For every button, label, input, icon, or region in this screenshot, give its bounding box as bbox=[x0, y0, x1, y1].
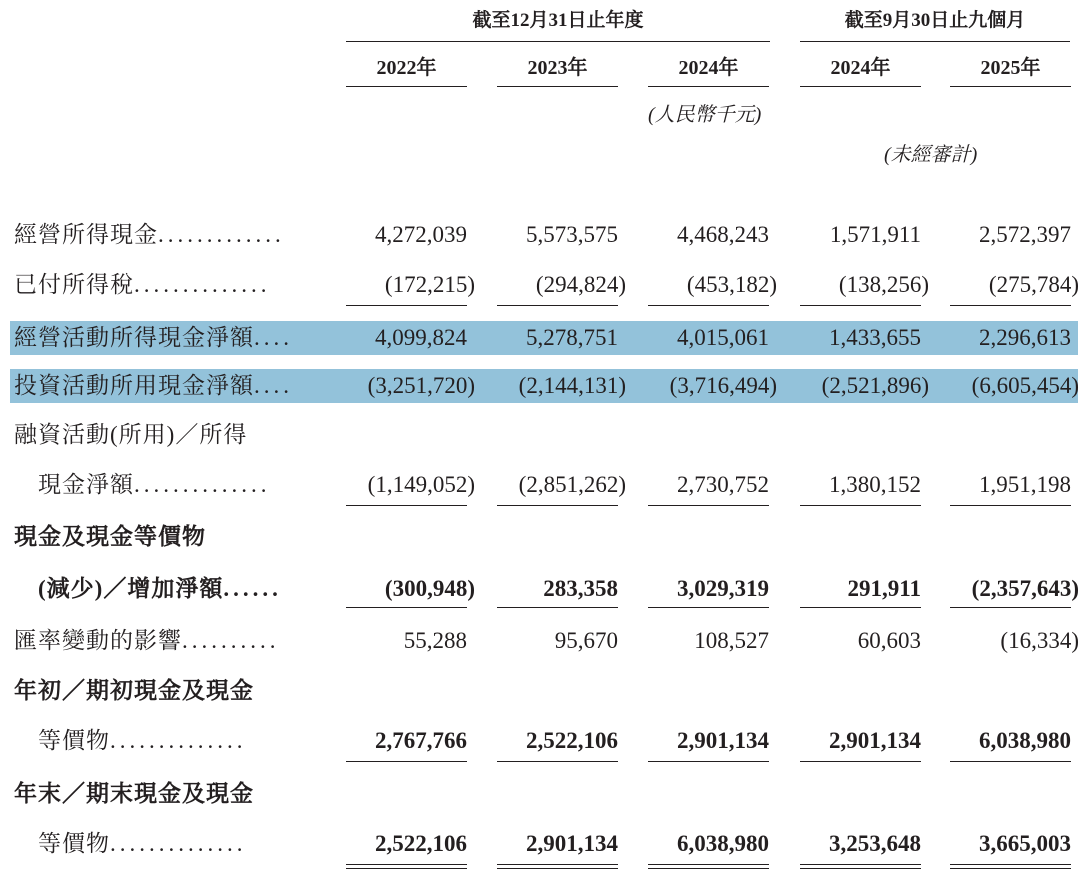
value-cell: 4,272,039 bbox=[375, 222, 467, 247]
subtotal-rule bbox=[346, 505, 467, 506]
group-rule-fiscal-year bbox=[346, 41, 770, 42]
total-double-rule bbox=[950, 864, 1071, 869]
value-cell: 2,767,766 bbox=[375, 728, 467, 753]
value-cell: 108,527 bbox=[694, 628, 769, 653]
subtotal-rule bbox=[800, 505, 921, 506]
year-rule bbox=[648, 86, 769, 87]
year-header-2022: 2022年 bbox=[376, 57, 437, 79]
subtotal-rule bbox=[648, 607, 769, 608]
unaudited-note: (未經審計) bbox=[884, 144, 978, 166]
year-rule bbox=[346, 86, 467, 87]
value-cell: 2,572,397 bbox=[979, 222, 1071, 247]
row-label-fx-effect: 匯率變動的影響.......... bbox=[14, 628, 280, 653]
value-cell: 2,730,752 bbox=[677, 472, 769, 497]
value-cell: 2,296,613 bbox=[979, 325, 1071, 350]
row-label-closing-balance: 等價物.............. bbox=[38, 831, 247, 856]
row-label-opening-balance: 等價物.............. bbox=[38, 728, 247, 753]
subtotal-rule bbox=[497, 607, 618, 608]
value-cell: 291,911 bbox=[847, 576, 921, 601]
value-cell: 2,522,106 bbox=[375, 831, 467, 856]
subtotal-rule bbox=[346, 607, 467, 608]
value-cell: 3,029,319 bbox=[677, 576, 769, 601]
year-header-2025-nine-months: 2025年 bbox=[980, 57, 1041, 79]
group-rule-nine-months bbox=[800, 41, 1070, 42]
value-cell: (2,521,896) bbox=[821, 373, 929, 398]
subtotal-rule bbox=[497, 761, 618, 762]
value-cell: 55,288 bbox=[403, 628, 467, 653]
row-label-financing-net: 現金淨額.............. bbox=[38, 472, 271, 497]
subtotal-rule bbox=[648, 761, 769, 762]
value-cell: 4,468,243 bbox=[677, 222, 769, 247]
value-cell: (2,851,262) bbox=[518, 472, 626, 497]
value-cell: (16,334) bbox=[1000, 628, 1079, 653]
subtotal-rule bbox=[950, 607, 1071, 608]
value-cell: (453,182) bbox=[686, 272, 777, 297]
value-cell: (3,251,720) bbox=[367, 373, 475, 398]
value-cell: (2,357,643) bbox=[971, 576, 1079, 601]
header-group-nine-months: 截至9月30日止九個月 bbox=[844, 10, 1026, 31]
total-double-rule bbox=[346, 864, 467, 869]
subtotal-rule bbox=[800, 305, 921, 306]
value-cell: 1,571,911 bbox=[829, 222, 921, 247]
year-rule bbox=[950, 86, 1071, 87]
row-label-closing-line1: 年末／期末現金及現金 bbox=[14, 781, 254, 806]
value-cell: 6,038,980 bbox=[979, 728, 1071, 753]
value-cell: 2,901,134 bbox=[526, 831, 618, 856]
total-double-rule bbox=[648, 864, 769, 869]
row-label-net-investing-cash: 投資活動所用現金淨額.... bbox=[14, 373, 293, 398]
row-label-financing-line1: 融資活動(所用)／所得 bbox=[14, 422, 248, 447]
value-cell: (275,784) bbox=[988, 272, 1079, 297]
value-cell: 2,901,134 bbox=[677, 728, 769, 753]
value-cell: 283,358 bbox=[543, 576, 618, 601]
year-header-2024: 2024年 bbox=[678, 57, 739, 79]
value-cell: 1,380,152 bbox=[829, 472, 921, 497]
value-cell: (172,215) bbox=[384, 272, 475, 297]
subtotal-rule bbox=[950, 505, 1071, 506]
subtotal-rule bbox=[648, 305, 769, 306]
row-label-cash-from-operations: 經營所得現金............. bbox=[14, 222, 285, 247]
row-label-net-operating-cash: 經營活動所得現金淨額.... bbox=[14, 325, 293, 350]
row-label-net-change-line1: 現金及現金等價物 bbox=[14, 524, 206, 549]
row-label-net-change: (減少)／增加淨額...... bbox=[38, 576, 282, 601]
value-cell: (1,149,052) bbox=[367, 472, 475, 497]
subtotal-rule bbox=[346, 305, 467, 306]
year-rule bbox=[497, 86, 618, 87]
value-cell: 2,901,134 bbox=[829, 728, 921, 753]
value-cell: 1,951,198 bbox=[979, 472, 1071, 497]
total-double-rule bbox=[800, 864, 921, 869]
value-cell: 60,603 bbox=[857, 628, 921, 653]
year-header-2023: 2023年 bbox=[527, 57, 588, 79]
subtotal-rule bbox=[346, 761, 467, 762]
value-cell: (294,824) bbox=[535, 272, 626, 297]
value-cell: 4,099,824 bbox=[375, 325, 467, 350]
value-cell: 3,253,648 bbox=[829, 831, 921, 856]
row-label-income-tax-paid: 已付所得稅.............. bbox=[14, 272, 271, 297]
value-cell: 1,433,655 bbox=[829, 325, 921, 350]
year-rule bbox=[800, 86, 921, 87]
value-cell: 2,522,106 bbox=[526, 728, 618, 753]
value-cell: 3,665,003 bbox=[979, 831, 1071, 856]
value-cell: 5,573,575 bbox=[526, 222, 618, 247]
value-cell: (300,948) bbox=[384, 576, 475, 601]
subtotal-rule bbox=[497, 305, 618, 306]
subtotal-rule bbox=[648, 505, 769, 506]
value-cell: 95,670 bbox=[554, 628, 618, 653]
unit-note: (人民幣千元) bbox=[648, 104, 762, 126]
subtotal-rule bbox=[950, 761, 1071, 762]
total-double-rule bbox=[497, 864, 618, 869]
value-cell: 5,278,751 bbox=[526, 325, 618, 350]
value-cell: 6,038,980 bbox=[677, 831, 769, 856]
subtotal-rule bbox=[800, 607, 921, 608]
value-cell: (6,605,454) bbox=[971, 373, 1079, 398]
subtotal-rule bbox=[497, 505, 618, 506]
value-cell: 4,015,061 bbox=[677, 325, 769, 350]
year-header-2024-nine-months: 2024年 bbox=[830, 57, 891, 79]
subtotal-rule bbox=[950, 305, 1071, 306]
header-group-fiscal-year: 截至12月31日止年度 bbox=[472, 10, 644, 31]
value-cell: (3,716,494) bbox=[669, 373, 777, 398]
subtotal-rule bbox=[800, 761, 921, 762]
row-label-opening-line1: 年初／期初現金及現金 bbox=[14, 678, 254, 703]
value-cell: (138,256) bbox=[838, 272, 929, 297]
value-cell: (2,144,131) bbox=[518, 373, 626, 398]
